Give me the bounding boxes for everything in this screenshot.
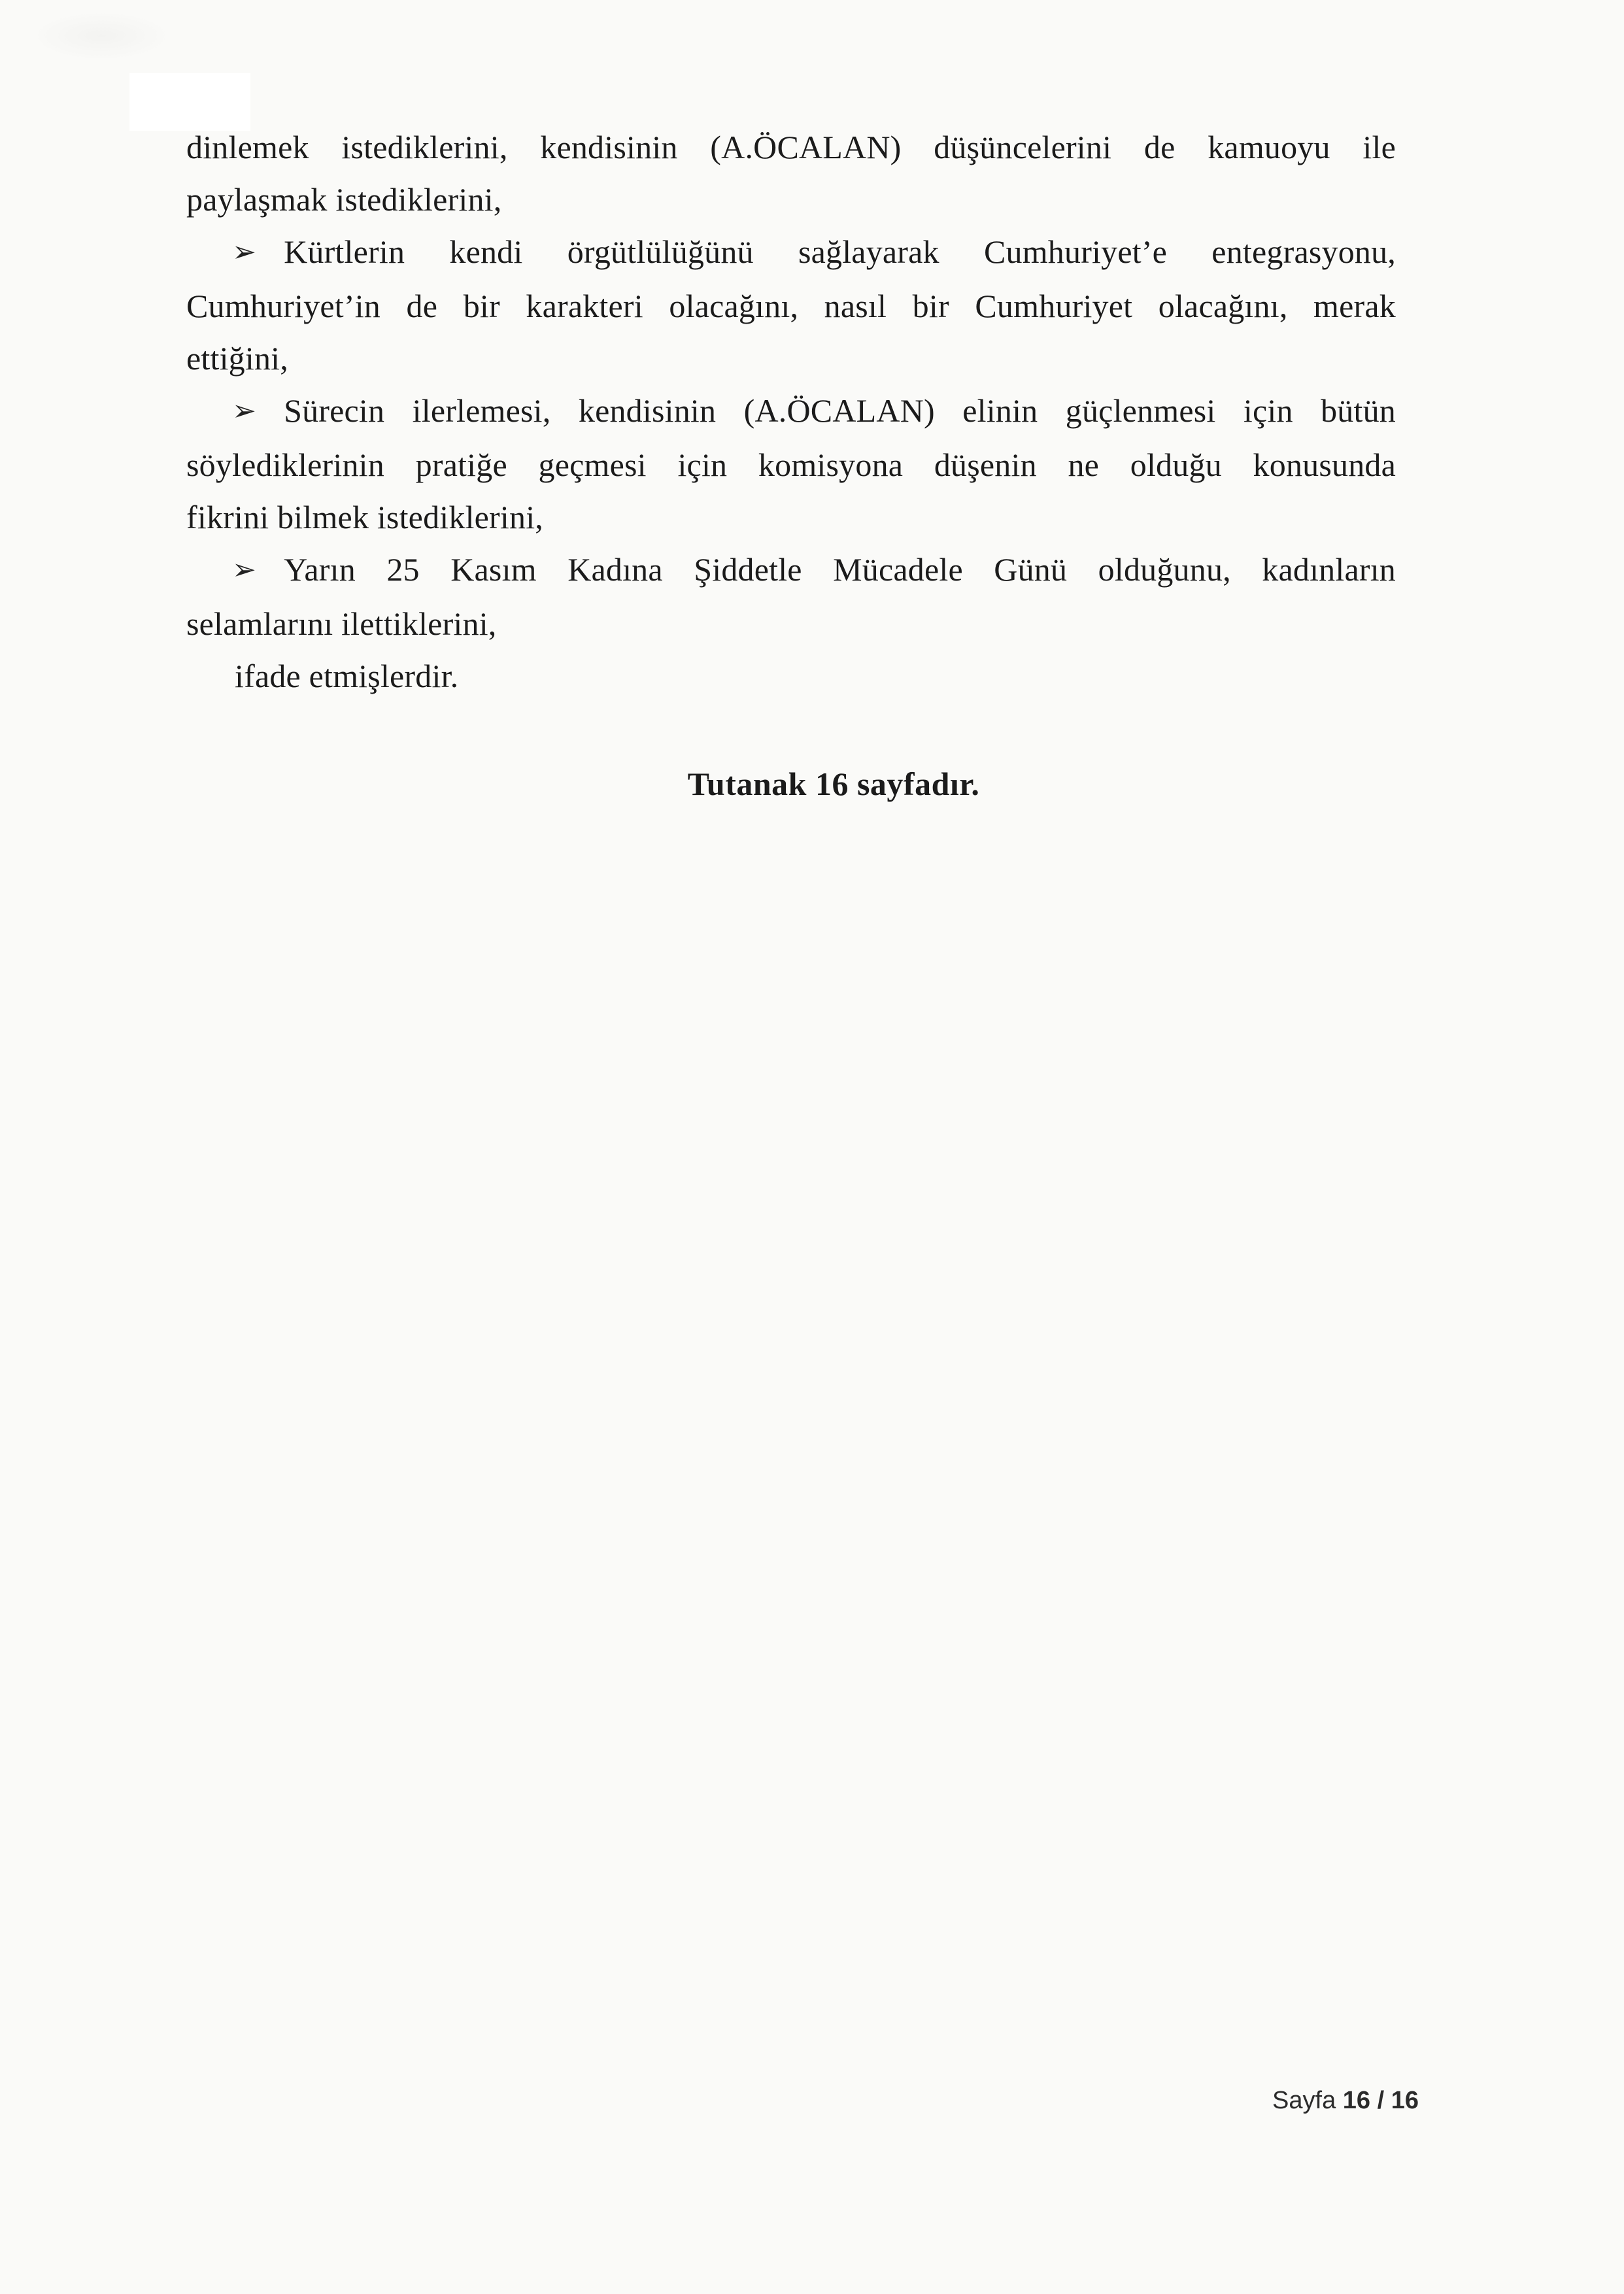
text-line: paylaşmak istediklerini, bbox=[186, 181, 502, 218]
page-count-note: Tutanak 16 sayfadır. bbox=[687, 766, 980, 802]
bullet-item-text: Kürtlerin kendi örgütlülüğünü sağlayarak Cumhuriyet’e entegrasyonu, bbox=[284, 233, 1396, 270]
text-line: söylediklerinin pratiğe geçmesi için komisyona düşenin ne olduğu konusunda bbox=[186, 447, 1396, 483]
scan-smudge bbox=[36, 13, 167, 59]
text-line: ettiğini, bbox=[186, 340, 288, 377]
bullet-item-text: Yarın 25 Kasım Kadına Şiddetle Mücadele Günü olduğunu, kadınların bbox=[284, 551, 1396, 588]
arrowhead-bullet-icon: ➢ bbox=[232, 394, 257, 428]
page-number: 16 / 16 bbox=[1342, 2087, 1419, 2114]
blank-line bbox=[186, 702, 1396, 758]
text-line: Cumhuriyet’in de bir karakteri olacağını, nasıl bir Cumhuriyet olacağını, merak bbox=[186, 288, 1396, 324]
text-line bbox=[186, 543, 1396, 598]
arrowhead-bullet-icon: ➢ bbox=[232, 553, 257, 586]
bullet-item-text: Sürecin ilerlemesi, kendisinin (A.ÖCALAN) elinin güçlenmesi için bütün bbox=[284, 392, 1396, 429]
text-line: dinlemek istediklerini, kendisinin (A.ÖCALAN) düşüncelerini de kamuoyu ile bbox=[186, 129, 1396, 165]
text-line bbox=[186, 384, 1396, 439]
text-line: selamlarını ilettiklerini, bbox=[186, 605, 497, 642]
text-line bbox=[186, 226, 1396, 280]
page-footer bbox=[1272, 2087, 1419, 2115]
document-body bbox=[186, 121, 1396, 810]
text-line: ifade etmişlerdir. bbox=[235, 658, 459, 694]
text-line: fikrini bilmek istediklerini, bbox=[186, 499, 543, 535]
footer-label: Sayfa bbox=[1272, 2087, 1336, 2114]
arrowhead-bullet-icon: ➢ bbox=[232, 235, 257, 269]
